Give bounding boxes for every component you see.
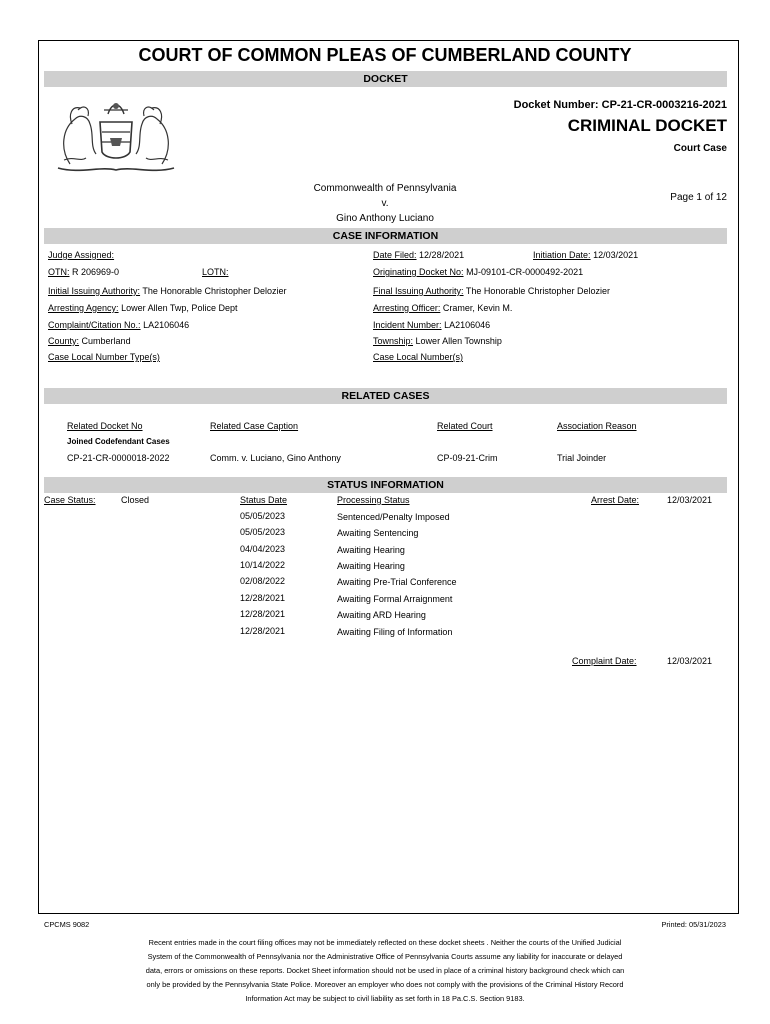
initiation-date-value: 12/03/2021 (593, 250, 639, 260)
docket-number: Docket Number: CP-21-CR-0003216-2021 (513, 99, 727, 111)
disclaimer-line: only be provided by the Pennsylvania State Police. Moreover an employer who does not comply with the provisions of the Criminal History Record (146, 980, 624, 989)
disclaimer-line: Information Act may be subject to civil liability as set forth in 18 Pa.C.S. Section 9183. (245, 994, 525, 1003)
originating-docket (373, 267, 583, 277)
status-date: 05/05/2023 (240, 527, 286, 537)
related-reason-value: Trial Joinder (557, 453, 607, 463)
related-caption-value: Comm. v. Luciano, Gino Anthony (210, 453, 341, 463)
county (48, 336, 131, 346)
processing-status: Awaiting Pre-Trial Conference (337, 577, 457, 587)
otn (48, 267, 119, 277)
lotn-label: LOTN: (202, 267, 229, 277)
arrest-date-label: Arrest Date: (591, 495, 640, 505)
form-id: CPCMS 9082 (44, 920, 90, 929)
pennsylvania-seal-icon (50, 94, 182, 178)
processing-status: Awaiting Hearing (337, 561, 405, 571)
processing-status: Awaiting ARD Hearing (337, 610, 426, 620)
initiation-date-label: Initiation Date: (533, 250, 591, 260)
col-status-date: Status Date (240, 495, 288, 505)
initial-issuing-authority (48, 286, 286, 296)
arresting-agency-label: Arresting Agency: (48, 303, 119, 313)
status-date: 04/04/2023 (240, 544, 286, 554)
processing-status: Awaiting Formal Arraignment (337, 594, 453, 604)
arresting-agency (48, 303, 237, 313)
final-auth-label: Final Issuing Authority: (373, 286, 464, 296)
caption-versus: v. (381, 198, 389, 209)
related-group-label: Joined Codefendant Cases (67, 437, 170, 446)
arresting-agency-value: Lower Allen Twp, Police Dept (121, 303, 238, 313)
case-local-number-label: Case Local Number(s) (373, 352, 464, 362)
initial-auth-value: The Honorable Christopher Delozier (142, 286, 287, 296)
processing-status: Awaiting Hearing (337, 545, 405, 555)
docket-band: DOCKET (44, 71, 727, 87)
arresting-officer-label: Arresting Officer: (373, 303, 441, 313)
status-date: 02/08/2022 (240, 576, 286, 586)
county-value: Cumberland (81, 336, 131, 346)
status-information-band: STATUS INFORMATION (44, 477, 727, 493)
arrest-date-value: 12/03/2021 (667, 495, 713, 505)
orig-docket-value: MJ-09101-CR-0000492-2021 (466, 267, 584, 277)
col-related-court: Related Court (437, 421, 493, 431)
township-label: Township: (373, 336, 414, 346)
related-docket-value: CP-21-CR-0000018-2022 (67, 453, 170, 463)
case-local-number-type-label: Case Local Number Type(s) (48, 352, 160, 362)
otn-label: OTN: (48, 267, 70, 277)
final-auth-value: The Honorable Christopher Delozier (465, 286, 610, 296)
arresting-officer-value: Cramer, Kevin M. (442, 303, 513, 313)
caption-plaintiff: Commonwealth of Pennsylvania (313, 183, 457, 194)
col-processing-status: Processing Status (337, 495, 410, 505)
date-filed-label: Date Filed: (373, 250, 417, 260)
status-date: 12/28/2021 (240, 626, 286, 636)
county-label: County: (48, 336, 80, 346)
processing-status: Sentenced/Penalty Imposed (337, 512, 450, 522)
incident-label: Incident Number: (373, 320, 442, 330)
docket-type: CRIMINAL DOCKET (567, 116, 727, 135)
status-date: 12/28/2021 (240, 609, 286, 619)
disclaimer-line: data, errors or omissions on these reports. Docket Sheet information should not be used in place of a criminal history background check which can (145, 966, 625, 975)
court-title: COURT OF COMMON PLEAS OF CUMBERLAND COUNTY (138, 45, 632, 65)
printed-date: Printed: 05/31/2023 (661, 920, 726, 929)
township (373, 336, 502, 346)
initiation-date (533, 250, 638, 260)
status-date: 12/28/2021 (240, 593, 286, 603)
case-status-label: Case Status: (44, 495, 96, 505)
township-value: Lower Allen Township (415, 336, 502, 346)
court-case-label: Court Case (673, 143, 727, 154)
final-issuing-authority (373, 286, 610, 296)
complaint-value: LA2106046 (143, 320, 190, 330)
page-number: Page 1 of 12 (670, 192, 727, 203)
arresting-officer (373, 303, 512, 313)
complaint-citation (48, 320, 189, 330)
otn-value: R 206969-0 (72, 267, 120, 277)
disclaimer-line: System of the Commonwealth of Pennsylvania nor the Administrative Office of Pennsylvania Courts assume any liability for inaccurate or delayed (147, 952, 623, 961)
caption-defendant: Gino Anthony Luciano (336, 213, 434, 224)
orig-docket-label: Originating Docket No: (373, 267, 464, 277)
complaint-label: Complaint/Citation No.: (48, 320, 141, 330)
complaint-date-label: Complaint Date: (572, 656, 637, 666)
date-filed-value: 12/28/2021 (419, 250, 465, 260)
processing-status: Awaiting Sentencing (337, 528, 419, 538)
related-cases-band: RELATED CASES (44, 388, 727, 404)
col-association-reason: Association Reason (557, 421, 637, 431)
status-date: 05/05/2023 (240, 511, 286, 521)
date-filed (373, 250, 464, 260)
initial-auth-label: Initial Issuing Authority: (48, 286, 141, 296)
incident-value: LA2106046 (444, 320, 491, 330)
related-court-value: CP-09-21-Crim (437, 453, 498, 463)
status-date: 10/14/2022 (240, 560, 286, 570)
incident-number (373, 320, 490, 330)
judge-assigned (48, 250, 114, 260)
processing-status: Awaiting Filing of Information (337, 627, 453, 637)
judge-assigned-label: Judge Assigned: (48, 250, 115, 260)
col-related-caption: Related Case Caption (210, 421, 299, 431)
complaint-date-value: 12/03/2021 (667, 656, 713, 666)
disclaimer-line: Recent entries made in the court filing offices may not be immediately reflected on these docket sheets . Neither the courts of the Unified Judicial (148, 938, 622, 947)
col-related-docket: Related Docket No (67, 421, 143, 431)
case-information-band: CASE INFORMATION (44, 228, 727, 244)
case-status-value: Closed (121, 495, 150, 505)
